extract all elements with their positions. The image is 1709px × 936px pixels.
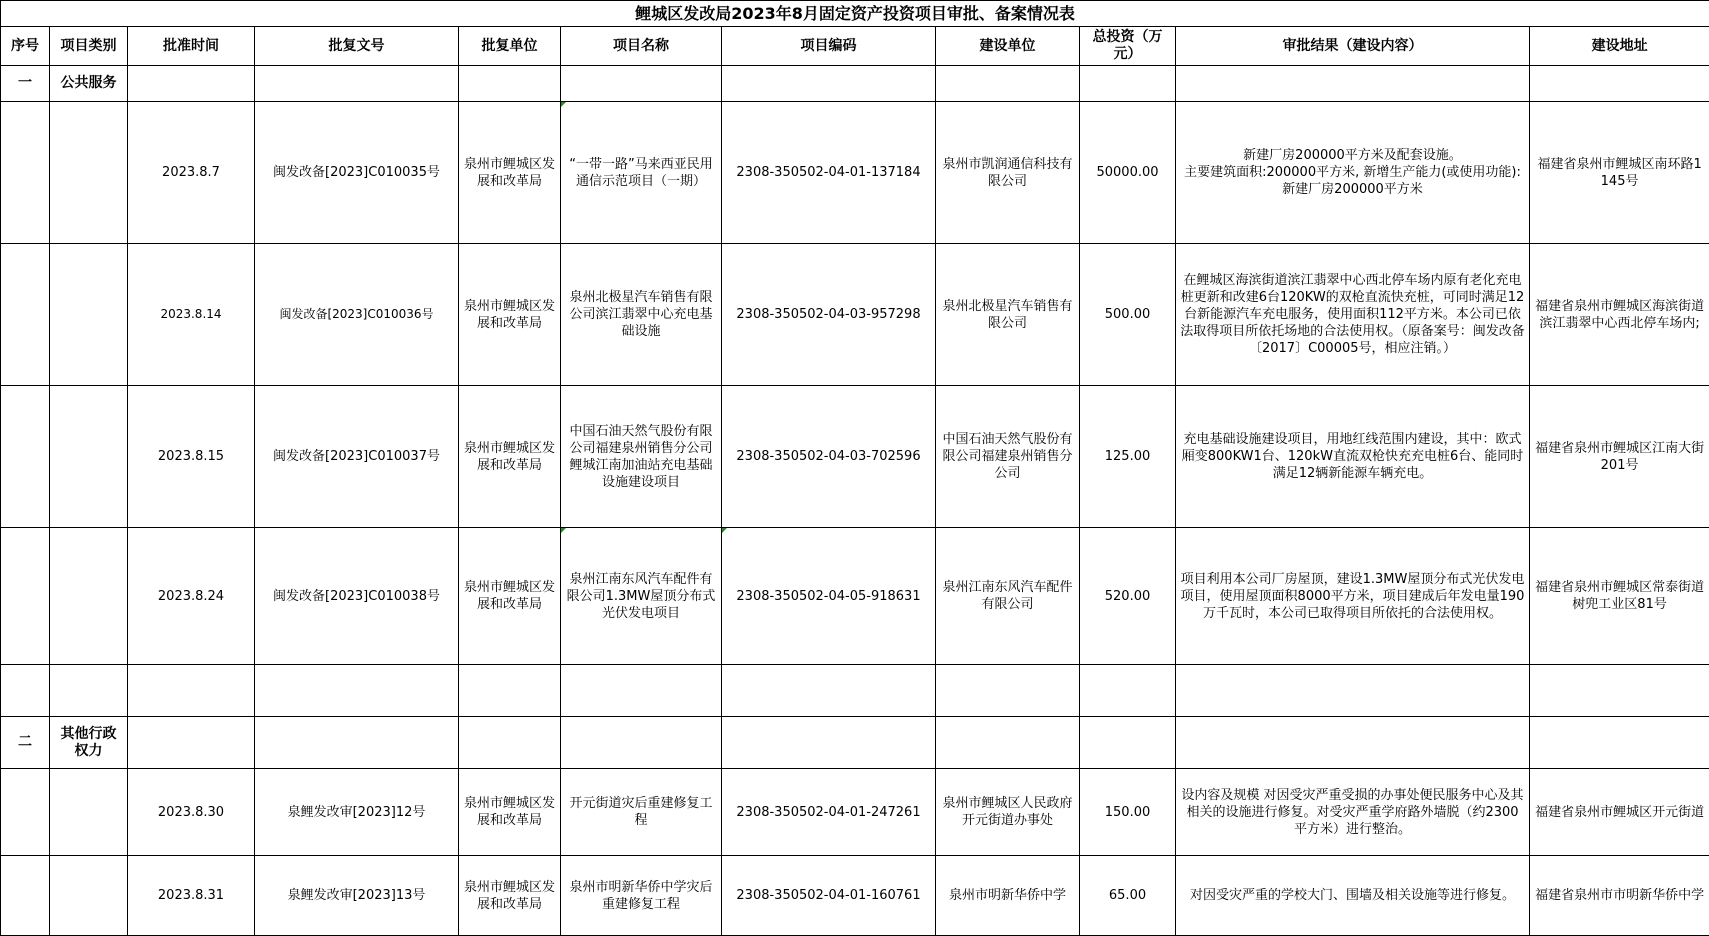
table-row xyxy=(1,386,1709,528)
doc-number: 闽发改备[2023]C010036号 xyxy=(255,244,459,386)
project-code: 2308-350502-04-01-137184 xyxy=(722,102,936,244)
section-row xyxy=(1,717,1709,769)
approver: 泉州市鲤城区发展和改革局 xyxy=(459,769,561,856)
approval-date: 2023.8.15 xyxy=(128,386,255,528)
investment: 65.00 xyxy=(1080,856,1176,936)
table-row xyxy=(1,769,1709,856)
header-cell: 项目类别 xyxy=(50,27,128,66)
project-code: 2308-350502-04-05-918631 xyxy=(722,528,936,665)
builder: 泉州市凯润通信科技有限公司 xyxy=(936,102,1080,244)
header-cell: 批复文号 xyxy=(255,27,459,66)
approval-date: 2023.8.31 xyxy=(128,856,255,936)
project-name: 泉州市明新华侨中学灾后重建修复工程 xyxy=(561,856,722,936)
address: 福建省泉州市市明新华侨中学 xyxy=(1530,856,1709,936)
investment: 150.00 xyxy=(1080,769,1176,856)
table-row xyxy=(1,528,1709,665)
project-name: “一带一路”马来西亚民用通信示范项目（一期） xyxy=(561,102,722,244)
address: 福建省泉州市鲤城区海滨街道滨江翡翠中心西北停车场内; xyxy=(1530,244,1709,386)
project-name: 中国石油天然气股份有限公司福建泉州销售分公司鲤城江南加油站充电基础设施建设项目 xyxy=(561,386,722,528)
address: 福建省泉州市鲤城区南环路1145号 xyxy=(1530,102,1709,244)
header-cell: 项目名称 xyxy=(561,27,722,66)
builder: 泉州市鲤城区人民政府开元街道办事处 xyxy=(936,769,1080,856)
approval-date: 2023.8.30 xyxy=(128,769,255,856)
table-title: 鲤城区发改局2023年8月固定资产投资项目审批、备案情况表 xyxy=(1,1,1709,27)
investment: 125.00 xyxy=(1080,386,1176,528)
approval-date: 2023.8.24 xyxy=(128,528,255,665)
section-category: 其他行政权力 xyxy=(50,717,128,769)
address: 福建省泉州市鲤城区常泰街道树兜工业区81号 xyxy=(1530,528,1709,665)
investment: 500.00 xyxy=(1080,244,1176,386)
project-code: 2308-350502-04-03-702596 xyxy=(722,386,936,528)
builder: 中国石油天然气股份有限公司福建泉州销售分公司 xyxy=(936,386,1080,528)
builder: 泉州江南东风汽车配件有限公司 xyxy=(936,528,1080,665)
doc-number: 闽发改备[2023]C010035号 xyxy=(255,102,459,244)
section-number: 一 xyxy=(1,66,50,102)
project-code: 2308-350502-04-01-160761 xyxy=(722,856,936,936)
header-cell: 建设地址 xyxy=(1530,27,1709,66)
project-code: 2308-350502-04-03-957298 xyxy=(722,244,936,386)
header-cell: 批复单位 xyxy=(459,27,561,66)
approval-content: 新建厂房200000平方米及配套设施。 主要建筑面积:200000平方米, 新增生产能力(或使用功能):新建厂房200000平方米 xyxy=(1176,102,1530,244)
approval-content: 设内容及规模 对因受灾严重受损的办事处便民服务中心及其相关的设施进行修复。对受灾严重学府路外墙脱（约2300平方米）进行整治。 xyxy=(1176,769,1530,856)
doc-number: 闽发改备[2023]C010037号 xyxy=(255,386,459,528)
project-name: 泉州江南东风汽车配件有限公司1.3MW屋顶分布式光伏发电项目 xyxy=(561,528,722,665)
section-number: 二 xyxy=(1,717,50,769)
header-cell: 批准时间 xyxy=(128,27,255,66)
project-name: 泉州北极星汽车销售有限公司滨江翡翠中心充电基础设施 xyxy=(561,244,722,386)
empty-row xyxy=(1,665,1709,717)
project-name: 开元街道灾后重建修复工程 xyxy=(561,769,722,856)
approval-date: 2023.8.14 xyxy=(128,244,255,386)
header-cell: 项目编码 xyxy=(722,27,936,66)
approval-content: 在鲤城区海滨街道滨江翡翠中心西北停车场内原有老化充电桩更新和改建6台120KW的双枪直流快充桩，可同时满足12台新能源汽车充电服务，使用面积112平方米。本公司已依法取得项目所依托场地的合法使用权。（原备案号：闽发改备〔2017〕C00005号，相应注销。） xyxy=(1176,244,1530,386)
address: 福建省泉州市鲤城区江南大街201号 xyxy=(1530,386,1709,528)
approver: 泉州市鲤城区发展和改革局 xyxy=(459,528,561,665)
approver: 泉州市鲤城区发展和改革局 xyxy=(459,386,561,528)
approver: 泉州市鲤城区发展和改革局 xyxy=(459,856,561,936)
header-cell: 建设单位 xyxy=(936,27,1080,66)
section-category: 公共服务 xyxy=(50,66,128,102)
approver: 泉州市鲤城区发展和改革局 xyxy=(459,102,561,244)
doc-number: 闽发改备[2023]C010038号 xyxy=(255,528,459,665)
header-cell: 序号 xyxy=(1,27,50,66)
approval-content: 项目利用本公司厂房屋顶，建设1.3MW屋顶分布式光伏发电项目，使用屋顶面积8000平方米，项目建成后年发电量190万千瓦时，本公司已取得项目所依托的合法使用权。 xyxy=(1176,528,1530,665)
header-cell: 审批结果（建设内容） xyxy=(1176,27,1530,66)
project-code: 2308-350502-04-01-247261 xyxy=(722,769,936,856)
header-cell: 总投资（万元） xyxy=(1080,27,1176,66)
builder: 泉州市明新华侨中学 xyxy=(936,856,1080,936)
investment: 520.00 xyxy=(1080,528,1176,665)
doc-number: 泉鲤发改审[2023]12号 xyxy=(255,769,459,856)
doc-number: 泉鲤发改审[2023]13号 xyxy=(255,856,459,936)
section-row xyxy=(1,66,1709,102)
table-row xyxy=(1,102,1709,244)
approval-content: 对因受灾严重的学校大门、围墙及相关设施等进行修复。 xyxy=(1176,856,1530,936)
approval-content: 充电基础设施建设项目，用地红线范围内建设，其中：欧式厢变800KW1台、120kW直流双枪快充充电桩6台、能同时满足12辆新能源车辆充电。 xyxy=(1176,386,1530,528)
approver: 泉州市鲤城区发展和改革局 xyxy=(459,244,561,386)
header-row xyxy=(1,27,1709,66)
approval-date: 2023.8.7 xyxy=(128,102,255,244)
table-row xyxy=(1,244,1709,386)
address: 福建省泉州市鲤城区开元街道 xyxy=(1530,769,1709,856)
investment: 50000.00 xyxy=(1080,102,1176,244)
builder: 泉州北极星汽车销售有限公司 xyxy=(936,244,1080,386)
table-row xyxy=(1,856,1709,936)
